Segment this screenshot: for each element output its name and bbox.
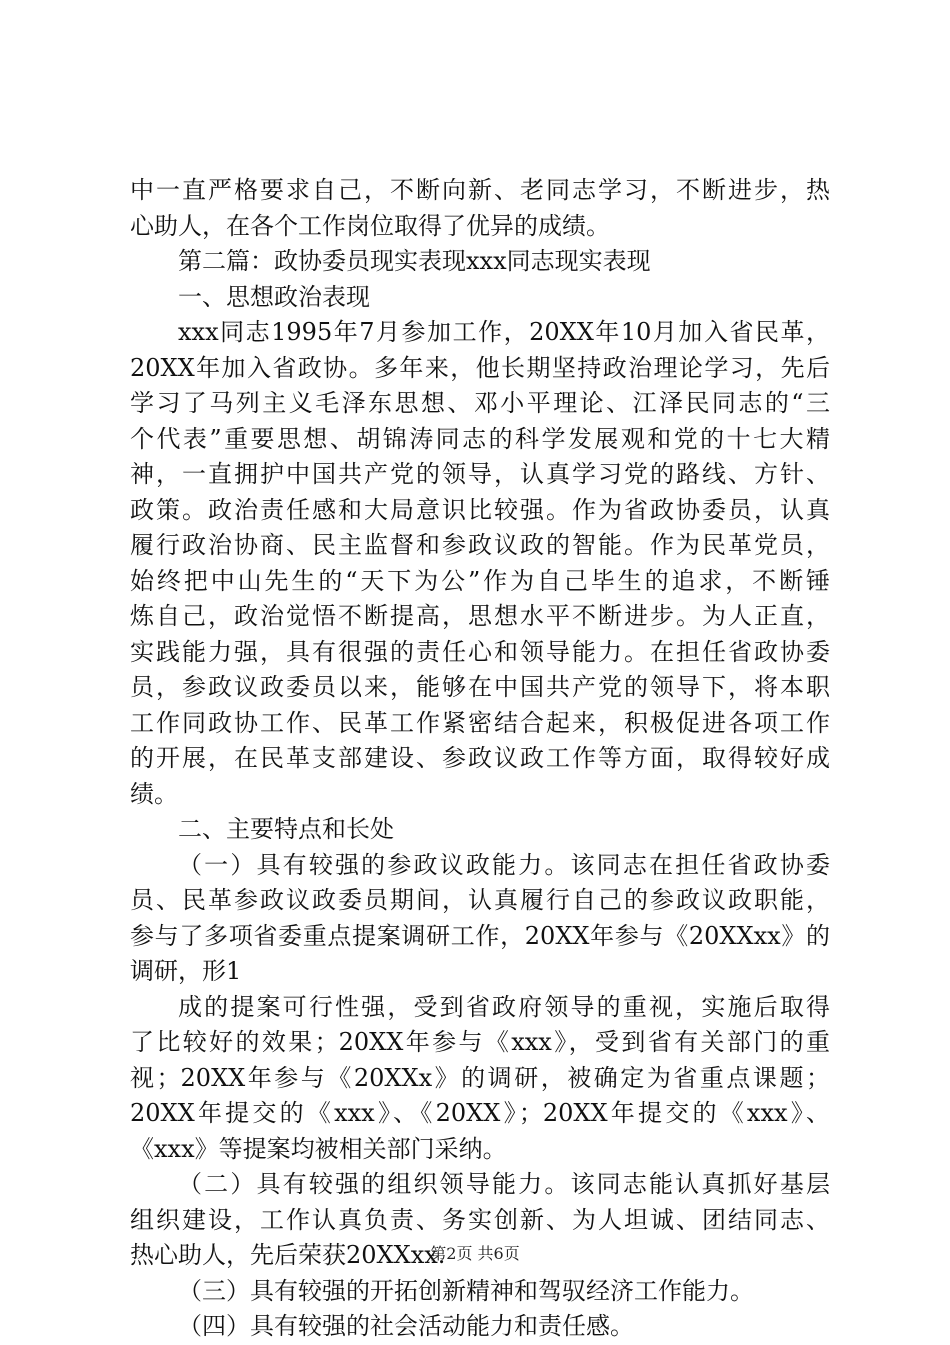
text-line: （三）具有较强的开拓创新精神和驾驭经济工作能力。: [178, 1276, 754, 1305]
text-line: （一）具有较强的参政议政能力。该同志在担任省政协委: [178, 850, 830, 879]
text-line: 参与了多项省委重点提案调研工作，20XX年参与《20XXxx》的: [130, 921, 830, 950]
text-line: 神，一直拥护中国共产党的领导，认真学习党的路线、方针、: [130, 460, 830, 488]
text-line: 中一直严格要求自己，不断向新、老同志学习，不断进步，热: [130, 176, 830, 204]
text-line: 组织建设，工作认真负责、务实创新、为人坦诚、团结同志、: [130, 1205, 830, 1234]
text-line: 的开展，在民革支部建设、参政议政工作等方面，取得较好成: [130, 744, 830, 772]
text-line: 二、主要特点和长处: [178, 815, 394, 843]
text-line: 心助人，在各个工作岗位取得了优异的成绩。: [130, 211, 610, 240]
text-line: （四）具有较强的社会活动能力和责任感。: [178, 1312, 634, 1340]
page-footer: 第2页 共6页: [430, 1244, 520, 1263]
text-line: 工作同政协工作、民革工作紧密结合起来，积极促进各项工作: [130, 708, 830, 737]
text-line: （二）具有较强的组织领导能力。该同志能认真抓好基层: [178, 1170, 830, 1198]
text-line: 了比较好的效果；20XX年参与《xxx》，受到省有关部门的重: [130, 1028, 830, 1056]
text-line: 绩。: [130, 779, 178, 808]
text-line: xxx同志1995年7月参加工作，20XX年10月加入省民革，: [178, 318, 830, 346]
text-line: 始终把中山先生的“天下为公”作为自己毕生的追求，不断锤: [130, 566, 830, 595]
text-line: 个代表”重要思想、胡锦涛同志的科学发展观和党的十七大精: [130, 424, 830, 453]
text-line: 实践能力强，具有很强的责任心和领导能力。在担任省政协委: [130, 637, 830, 666]
text-line: 视；20XX年参与《20XXx》的调研，被确定为省重点课题；: [130, 1063, 830, 1092]
text-line: 20XX年加入省政协。多年来，他长期坚持政治理论学习，先后: [130, 353, 830, 382]
text-line: 一、思想政治表现: [178, 282, 370, 311]
text-line: 第二篇：政协委员现实表现xxx同志现实表现: [178, 247, 651, 275]
text-line: 履行政治协商、民主监督和参政议政的智能。作为民革党员，: [130, 531, 830, 559]
text-line: 调研，形1: [130, 957, 242, 985]
text-line: 热心助人，先后荣获20XXxx.: [130, 1241, 446, 1269]
text-line: 《xxx》等提案均被相关部门采纳。: [130, 1134, 507, 1163]
text-line: 政策。政治责任感和大局意识比较强。作为省政协委员，认真: [130, 495, 830, 524]
text-line: 炼自己，政治觉悟不断提高，思想水平不断进步。为人正直，: [130, 602, 830, 630]
document-body: [130, 173, 830, 1345]
text-line: 员，参政议政委员以来，能够在中国共产党的领导下，将本职: [130, 673, 830, 701]
text-line: 员、民革参政议政委员期间，认真履行自己的参政议政职能，: [130, 886, 830, 914]
text-line: 20XX年提交的《xxx》、《20XX》；20XX年提交的《xxx》、: [130, 1099, 830, 1127]
text-line: 学习了马列主义毛泽东思想、邓小平理论、江泽民同志的“三: [130, 389, 830, 417]
text-line: 成的提案可行性强，受到省政府领导的重视，实施后取得: [178, 992, 830, 1021]
